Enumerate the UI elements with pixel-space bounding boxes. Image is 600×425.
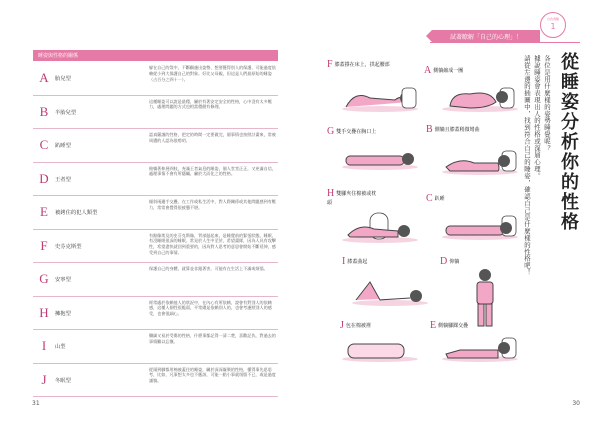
pose-b-illustration [440,145,520,177]
table-row [33,330,278,364]
row-description: 認真嚴謹的性格，把定的時間一定要做完，個事情也按照計畫來，常被周遭的人認為很嘮叨。 [149,132,276,143]
row-description: 有點像埃及的史芬克斯像，背部挺起來，是睡覺前的緊張狀態，睡眠，有沒睡眠很深的睡眠，常見於人生中至於，希望畫隊，因為人具有攻擊性，希望盡快就回到重要的，因為對人思考的意思會開始不斷延伸，感受到自己的事情。 [149,232,276,256]
pose-letter: I [342,256,346,267]
pose-g-illustration [340,140,420,172]
row-description: 俯躺著伸展四肢，充滿王者氣息的睡姿，個人堂堂正正，又充滿自信，處理事情不會有所隱瞞，屬於大而化之的性格。 [149,165,276,177]
row-letter: H [39,304,49,320]
pose-letter: G [327,126,335,137]
row-letter: D [39,170,49,186]
table-row [33,196,278,230]
personality-table [33,62,278,397]
row-description: 保護自己的身體，就算並非跟著害，可能有在生活上不滿或煩惱。 [149,266,268,271]
pose-letter: F [327,59,333,70]
row-description: 這種睡姿可以說是最穩，屬於有著安定安全的性格，心中沒有太多壓力，處理問題的方式也相當穩健有條理。 [149,98,272,110]
page-number: 31 [32,400,40,407]
table-row [33,96,278,130]
pose-label-h [327,188,377,206]
table-row [33,62,278,96]
pose-label-g [327,126,376,137]
pose-d-illustration [470,268,500,328]
pose-letter: B [426,124,433,135]
table-header [33,50,278,61]
pose-label-b [426,124,484,135]
pose-caption: 側躺縮成一團 [433,68,464,74]
row-letter: C [39,137,49,153]
badge-number: 1 [550,22,556,31]
row-letter: A [39,70,49,86]
row-type-name: 胎兒型 [55,76,71,83]
page-number: 30 [572,400,580,407]
row-letter: I [41,338,47,354]
table-row [33,364,278,398]
pose-letter: C [426,193,433,204]
table-row [33,163,278,197]
intro-line: 據說睡姿會表現出人的性格或深層心理。 [533,55,541,180]
pose-label-c [426,193,445,204]
row-description: 躲在自己的殼中，不斷顧慮出姿勢、想要獲得別人的保護，可能過度依賴從小到大保護自己的對象。好比父母親，但這是人們最原始的睡姿（占百分之四十一）。 [149,65,276,82]
row-type-name: 史芬克斯型 [55,243,82,250]
self-test-badge [540,12,566,38]
row-letter: E [40,204,48,220]
pose-label-a [424,65,463,76]
row-letter: J [41,371,47,387]
ribbon-text: 試著瞭解「自己的心理」！ [449,34,522,41]
pose-label-f [327,59,412,70]
pose-label-j [340,320,371,331]
pose-c-illustration [440,210,520,242]
row-description: 纖細又易於受傷的性格，什麼事都記得一清二楚，喜歡記仇，對過去的事情難以忘懷。 [149,333,276,344]
pose-label-e [430,320,468,331]
pose-caption: 雙腳夾住棉被或枕頭 [327,191,377,206]
row-description: 傾斜兩邊手交疊，在工作或私生活中，對人際關係或其他問題感到有壓力，常常會覺得很疲憊不堪。 [149,199,276,210]
row-type-name: 半胎兒型 [55,109,77,116]
badge-label: 自我測驗 [546,17,559,21]
pose-caption: 側躺且膝蓋稍微彎曲 [434,127,480,133]
row-description: 經常處於依賴他人的狀況中，在內心有所依賴，說會有對別人的依賴感，這種人個性很脆弱，平常總是依賴別人的，也會考慮照別人的感受，也會很細心。 [149,299,272,317]
pose-caption: 趴睡 [434,196,445,202]
pose-a-illustration [440,82,520,114]
table-header-text: 睡姿與性格的關係 [38,53,79,59]
row-letter: G [39,271,49,287]
row-type-name: 安寧型 [55,277,71,284]
pose-letter: J [340,320,344,331]
pose-f-illustration [340,82,420,114]
divider [430,42,580,43]
pose-letter: D [440,256,448,267]
pose-h-illustration [340,205,420,245]
pose-e-illustration [440,332,520,364]
pose-i-illustration [350,268,430,308]
pose-caption: 包在棉被裡 [345,323,371,329]
row-letter: B [39,103,49,119]
row-type-name: 王者型 [55,176,71,183]
row-letter: F [40,237,48,253]
pose-label-d [440,256,459,267]
intro-line: 請從左邊的插圖中，找到符合自己的睡姿，確認自己是什麼樣的性格吧！ [523,55,531,276]
pose-caption: 雙手交疊在胸口上 [336,129,377,135]
pose-letter: A [424,65,432,76]
row-type-name: 山型 [55,344,66,351]
pose-j-illustration [340,332,420,364]
pose-caption: 仰躺 [449,259,460,265]
pose-caption: 膝蓋曲起 [347,259,368,265]
pose-letter: H [327,188,335,199]
row-type-name: 被銬住的犯人類型 [55,210,98,217]
pose-caption: 側躺腳踝交疊 [438,323,469,329]
table-row [33,129,278,163]
row-description: 從頭到腳都用棉被蓋住的睡姿，屬於深深凝聚的性格，懂得事先思思考，比如，凡事想太多也不應該，可能一點小事就煩惱不已，或是過度謹慎。 [149,366,276,384]
pose-caption: 膝蓋撐在床上，拱起腰部 [334,62,390,68]
table-row [33,263,278,297]
pose-label-i [342,256,367,267]
intro-line: 各位是用什麼樣的姿勢睡覺呢？ [543,55,551,152]
pose-letter: E [430,320,437,331]
row-type-name: 冬眠型 [55,377,71,384]
row-type-name: 擁抱型 [55,310,71,317]
section-ribbon [432,30,540,42]
page-title: 從睡姿分析你的性格 [558,52,579,232]
table-row [33,297,278,331]
row-type-name: 趴睡型 [55,143,71,150]
table-row [33,230,278,264]
